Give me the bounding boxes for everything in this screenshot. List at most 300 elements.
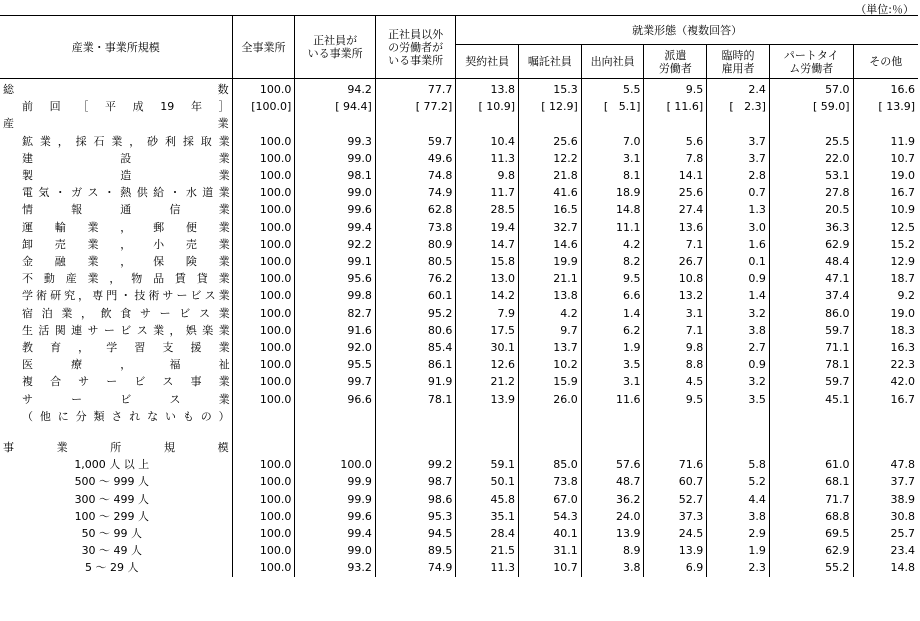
- cell-value: 4.2: [519, 305, 582, 322]
- cell-value: 78.1: [375, 391, 456, 408]
- header-form-line: その他: [869, 55, 903, 68]
- cell-value: [581, 425, 644, 439]
- cell-value: 100.0: [232, 287, 295, 304]
- cell-value: 80.6: [375, 322, 456, 339]
- row-industry: [0, 373, 918, 390]
- cell-value: [375, 425, 456, 439]
- cell-value: [456, 425, 519, 439]
- row-label: [0, 491, 232, 508]
- cell-value: [769, 115, 853, 132]
- row-label: [0, 473, 232, 490]
- header-form-line: 臨時的: [721, 48, 755, 62]
- row-service-note: [0, 408, 918, 425]
- row-label: [0, 408, 232, 425]
- cell-value: 13.8: [519, 287, 582, 304]
- cell-value: 5.6: [644, 133, 707, 150]
- cell-value: 22.3: [853, 356, 918, 373]
- cell-value: 98.7: [375, 473, 456, 490]
- cell-value: 2.4: [707, 79, 770, 99]
- cell-value: [853, 439, 918, 456]
- cell-value: 71.1: [769, 339, 853, 356]
- cell-value: 3.8: [707, 322, 770, 339]
- cell-value: 12.9: [853, 253, 918, 270]
- cell-value: 13.7: [519, 339, 582, 356]
- cell-value: 0.1: [707, 253, 770, 270]
- cell-value: [853, 408, 918, 425]
- row-label-text: 製造業: [22, 169, 230, 183]
- cell-value: 42.0: [853, 373, 918, 390]
- cell-value: 10.7: [853, 150, 918, 167]
- cell-value: [456, 439, 519, 456]
- row-label: [0, 167, 232, 184]
- cell-value: [519, 115, 582, 132]
- row-label: [0, 391, 232, 408]
- cell-value: [707, 115, 770, 132]
- row-gap: [0, 425, 918, 439]
- cell-value: 26.0: [519, 391, 582, 408]
- cell-value: [375, 115, 456, 132]
- cell-value: 100.0: [232, 253, 295, 270]
- header-regular-employees: [295, 16, 376, 79]
- cell-value: 100.0: [232, 508, 295, 525]
- cell-value: 3.1: [581, 150, 644, 167]
- cell-value: [ 59.0]: [769, 98, 853, 115]
- cell-value: 38.9: [853, 491, 918, 508]
- row-label: [0, 542, 232, 559]
- cell-value: 45.8: [456, 491, 519, 508]
- cell-value: [295, 408, 376, 425]
- row-label: [0, 150, 232, 167]
- cell-value: [644, 408, 707, 425]
- row-label-text: 情報通信業: [22, 203, 230, 217]
- cell-value: 19.0: [853, 305, 918, 322]
- cell-value: 47.8: [853, 456, 918, 473]
- row-industry: [0, 133, 918, 150]
- row-label-text: 生活関連サービス業，娯楽業: [22, 323, 230, 337]
- cell-value: [ 2.3]: [707, 98, 770, 115]
- cell-value: 12.2: [519, 150, 582, 167]
- row-label: [0, 79, 232, 99]
- cell-value: 13.9: [456, 391, 519, 408]
- cell-value: 57.6: [581, 456, 644, 473]
- header-form-2: [581, 45, 644, 79]
- row-label: [0, 236, 232, 253]
- cell-value: [ 77.2]: [375, 98, 456, 115]
- cell-value: [232, 425, 295, 439]
- cell-value: 26.7: [644, 253, 707, 270]
- row-label: [0, 456, 232, 473]
- cell-value: 85.0: [519, 456, 582, 473]
- cell-value: 5.8: [707, 456, 770, 473]
- cell-value: [519, 439, 582, 456]
- row-label-text: 不動産業，物品賃貸業: [22, 272, 230, 286]
- cell-value: 67.0: [519, 491, 582, 508]
- cell-value: 1.6: [707, 236, 770, 253]
- cell-value: 9.5: [644, 391, 707, 408]
- cell-value: [519, 425, 582, 439]
- cell-value: 96.6: [295, 391, 376, 408]
- cell-value: 19.0: [853, 167, 918, 184]
- cell-value: 61.0: [769, 456, 853, 473]
- cell-value: 100.0: [295, 456, 376, 473]
- cell-value: 16.6: [853, 79, 918, 99]
- cell-value: 82.7: [295, 305, 376, 322]
- cell-value: 9.5: [581, 270, 644, 287]
- cell-value: 100.0: [232, 322, 295, 339]
- cell-value: 9.8: [644, 339, 707, 356]
- header-nonregular-line: の労働者が: [388, 40, 444, 54]
- cell-value: 3.1: [581, 373, 644, 390]
- cell-value: [ 13.9]: [853, 98, 918, 115]
- cell-value: 4.2: [581, 236, 644, 253]
- cell-value: 95.2: [375, 305, 456, 322]
- row-label: [0, 305, 232, 322]
- cell-value: 27.8: [769, 184, 853, 201]
- row-label-text: 卸売業，小売業: [22, 237, 230, 251]
- cell-value: 52.7: [644, 491, 707, 508]
- cell-value: 3.7: [707, 150, 770, 167]
- row-industry: [0, 322, 918, 339]
- header-form-4: [707, 45, 770, 79]
- cell-value: 76.2: [375, 270, 456, 287]
- row-label: [0, 356, 232, 373]
- row-label: [0, 219, 232, 236]
- cell-value: 91.6: [295, 322, 376, 339]
- row-label-text: 宿泊業，飲食サービス業: [22, 306, 230, 320]
- cell-value: 1.9: [707, 542, 770, 559]
- header-form-6: [853, 45, 918, 79]
- cell-value: 62.8: [375, 201, 456, 218]
- row-industry: [0, 287, 918, 304]
- cell-value: 99.6: [295, 508, 376, 525]
- cell-value: 8.2: [581, 253, 644, 270]
- cell-value: 10.2: [519, 356, 582, 373]
- cell-value: 40.1: [519, 525, 582, 542]
- cell-value: 6.9: [644, 559, 707, 576]
- cell-value: 91.9: [375, 373, 456, 390]
- cell-value: 5.5: [581, 79, 644, 99]
- cell-value: 11.1: [581, 219, 644, 236]
- header-nonregular-line: いる事業所: [388, 53, 444, 67]
- cell-value: 100.0: [232, 542, 295, 559]
- cell-value: 98.1: [295, 167, 376, 184]
- row-label: [0, 287, 232, 304]
- row-label-text: 500 ～ 999 人: [74, 475, 150, 489]
- cell-value: 1.4: [581, 305, 644, 322]
- row-size: [0, 508, 918, 525]
- row-label-text: 1,000 人 以 上: [74, 458, 150, 472]
- cell-value: 14.6: [519, 236, 582, 253]
- row-label: [0, 559, 232, 576]
- cell-value: 17.5: [456, 322, 519, 339]
- row-label: [0, 322, 232, 339]
- cell-value: [853, 425, 918, 439]
- cell-value: 30.1: [456, 339, 519, 356]
- row-label: [0, 270, 232, 287]
- cell-value: 1.3: [707, 201, 770, 218]
- cell-value: 100.0: [232, 133, 295, 150]
- cell-value: [644, 439, 707, 456]
- row-total: [0, 79, 918, 99]
- cell-value: 25.6: [644, 184, 707, 201]
- cell-value: 9.8: [456, 167, 519, 184]
- cell-value: 15.8: [456, 253, 519, 270]
- cell-value: 14.8: [853, 559, 918, 576]
- cell-value: 100.0: [232, 491, 295, 508]
- cell-value: 11.7: [456, 184, 519, 201]
- row-size: [0, 473, 918, 490]
- cell-value: 77.7: [375, 79, 456, 99]
- cell-value: [ 12.9]: [519, 98, 582, 115]
- row-size: [0, 559, 918, 576]
- cell-value: 11.3: [456, 559, 519, 576]
- row-label-text: （他に分類されないもの）: [22, 409, 230, 423]
- cell-value: 23.4: [853, 542, 918, 559]
- cell-value: [232, 408, 295, 425]
- cell-value: 14.8: [581, 201, 644, 218]
- cell-value: 100.0: [232, 270, 295, 287]
- cell-value: 78.1: [769, 356, 853, 373]
- cell-value: 5.2: [707, 473, 770, 490]
- employment-form-table: [0, 15, 918, 577]
- cell-value: 3.5: [581, 356, 644, 373]
- cell-value: 25.7: [853, 525, 918, 542]
- row-industry: [0, 391, 918, 408]
- row-label-text: 教育，学習支援業: [22, 341, 230, 355]
- cell-value: 13.9: [581, 525, 644, 542]
- row-industry: [0, 339, 918, 356]
- header-regular-line: いる事業所: [307, 47, 363, 60]
- row-label-text: 鉱業，採石業，砂利採取業: [22, 134, 230, 148]
- cell-value: 59.7: [375, 133, 456, 150]
- row-label-text: 複合サービス事業: [22, 375, 230, 389]
- cell-value: 100.0: [232, 150, 295, 167]
- row-label: [0, 253, 232, 270]
- cell-value: 37.3: [644, 508, 707, 525]
- row-industry-section: [0, 115, 918, 132]
- cell-value: 8.9: [581, 542, 644, 559]
- cell-value: 85.4: [375, 339, 456, 356]
- cell-value: 13.9: [644, 542, 707, 559]
- cell-value: 3.0: [707, 219, 770, 236]
- header-nonregular-line: 正社員以外: [388, 27, 444, 41]
- header-form-line: 労働者: [658, 61, 692, 75]
- cell-value: 62.9: [769, 236, 853, 253]
- row-size: [0, 456, 918, 473]
- cell-value: 95.6: [295, 270, 376, 287]
- header-regular-line: 正社員が: [313, 34, 358, 47]
- cell-value: [ 94.4]: [295, 98, 376, 115]
- cell-value: 9.2: [853, 287, 918, 304]
- cell-value: 12.6: [456, 356, 519, 373]
- cell-value: 99.9: [295, 473, 376, 490]
- cell-value: 54.3: [519, 508, 582, 525]
- header-form-line: 派遣: [664, 48, 687, 62]
- header-form-line: 雇用者: [721, 61, 755, 75]
- row-label: [0, 98, 232, 115]
- cell-value: 8.8: [644, 356, 707, 373]
- cell-value: 60.7: [644, 473, 707, 490]
- cell-value: 19.4: [456, 219, 519, 236]
- cell-value: 99.1: [295, 253, 376, 270]
- row-label-text: 建設業: [22, 151, 230, 165]
- cell-value: 99.0: [295, 542, 376, 559]
- cell-value: 24.0: [581, 508, 644, 525]
- cell-value: 74.9: [375, 559, 456, 576]
- cell-value: 99.8: [295, 287, 376, 304]
- cell-value: 31.1: [519, 542, 582, 559]
- cell-value: [295, 439, 376, 456]
- cell-value: [ 11.6]: [644, 98, 707, 115]
- cell-value: 11.3: [456, 150, 519, 167]
- cell-value: 47.1: [769, 270, 853, 287]
- cell-value: 3.2: [707, 305, 770, 322]
- cell-value: [ 5.1]: [581, 98, 644, 115]
- cell-value: 4.4: [707, 491, 770, 508]
- cell-value: [581, 115, 644, 132]
- cell-value: 14.2: [456, 287, 519, 304]
- header-form-line: 出向社員: [590, 55, 635, 68]
- cell-value: 10.4: [456, 133, 519, 150]
- cell-value: 24.5: [644, 525, 707, 542]
- cell-value: 100.0: [232, 79, 295, 99]
- cell-value: 1.4: [707, 287, 770, 304]
- cell-value: 99.0: [295, 184, 376, 201]
- row-label-text: 100 ～ 299 人: [74, 509, 150, 523]
- cell-value: 92.0: [295, 339, 376, 356]
- cell-value: 7.1: [644, 322, 707, 339]
- row-label: [0, 133, 232, 150]
- header-nonregular-workers: [375, 16, 456, 79]
- cell-value: 1.9: [581, 339, 644, 356]
- row-label: [0, 115, 232, 132]
- cell-value: 99.2: [375, 456, 456, 473]
- row-previous: [0, 98, 918, 115]
- header-form-5: [769, 45, 853, 79]
- cell-value: 7.0: [581, 133, 644, 150]
- cell-value: 100.0: [232, 305, 295, 322]
- cell-value: 59.7: [769, 373, 853, 390]
- cell-value: 3.7: [707, 133, 770, 150]
- cell-value: [295, 425, 376, 439]
- cell-value: 0.7: [707, 184, 770, 201]
- cell-value: 15.3: [519, 79, 582, 99]
- row-label-text: 金融業，保険業: [22, 255, 230, 269]
- cell-value: 16.7: [853, 184, 918, 201]
- cell-value: 18.3: [853, 322, 918, 339]
- cell-value: 19.9: [519, 253, 582, 270]
- cell-value: 21.2: [456, 373, 519, 390]
- cell-value: 11.9: [853, 133, 918, 150]
- cell-value: 21.5: [456, 542, 519, 559]
- row-label-text: 300 ～ 499 人: [74, 492, 150, 506]
- cell-value: 8.1: [581, 167, 644, 184]
- cell-value: [456, 115, 519, 132]
- cell-value: 95.3: [375, 508, 456, 525]
- cell-value: 28.5: [456, 201, 519, 218]
- row-industry: [0, 270, 918, 287]
- header-form-3: [644, 45, 707, 79]
- cell-value: 92.2: [295, 236, 376, 253]
- cell-value: 100.0: [232, 473, 295, 490]
- cell-value: [644, 425, 707, 439]
- header-form-line: 嘱託社員: [527, 55, 572, 68]
- cell-value: 100.0: [232, 167, 295, 184]
- cell-value: 20.5: [769, 201, 853, 218]
- cell-value: [581, 439, 644, 456]
- cell-value: 14.7: [456, 236, 519, 253]
- row-label-text: 事業所規模: [3, 441, 229, 455]
- cell-value: 10.7: [519, 559, 582, 576]
- cell-value: 100.0: [232, 184, 295, 201]
- cell-value: 100.0: [232, 391, 295, 408]
- cell-value: 53.1: [769, 167, 853, 184]
- cell-value: [519, 408, 582, 425]
- row-label-text: 運輸業，郵便業: [22, 220, 230, 234]
- header-employment-forms: 就業形態（複数回答）: [456, 16, 918, 45]
- cell-value: 86.0: [769, 305, 853, 322]
- row-label: [0, 184, 232, 201]
- cell-value: [375, 439, 456, 456]
- cell-value: 13.2: [644, 287, 707, 304]
- header-form-line: ム労働者: [789, 61, 834, 75]
- cell-value: 73.8: [519, 473, 582, 490]
- cell-value: 32.7: [519, 219, 582, 236]
- cell-value: 6.2: [581, 322, 644, 339]
- cell-value: 74.9: [375, 184, 456, 201]
- cell-value: [232, 115, 295, 132]
- cell-value: 41.6: [519, 184, 582, 201]
- cell-value: 25.5: [769, 133, 853, 150]
- cell-value: 68.8: [769, 508, 853, 525]
- row-label-text: 産業: [3, 117, 229, 131]
- header-all-establishments: 全事業所: [232, 16, 295, 79]
- cell-value: [375, 408, 456, 425]
- cell-value: 100.0: [232, 339, 295, 356]
- cell-value: 3.8: [581, 559, 644, 576]
- cell-value: 59.7: [769, 322, 853, 339]
- cell-value: 21.1: [519, 270, 582, 287]
- cell-value: 36.3: [769, 219, 853, 236]
- row-label-text: サービス業: [22, 392, 230, 406]
- unit-note: （単位:％）: [855, 3, 914, 16]
- cell-value: 14.1: [644, 167, 707, 184]
- cell-value: 68.1: [769, 473, 853, 490]
- row-label: [0, 425, 232, 439]
- cell-value: 15.9: [519, 373, 582, 390]
- cell-value: [232, 439, 295, 456]
- row-industry: [0, 167, 918, 184]
- cell-value: 37.7: [853, 473, 918, 490]
- header-form-line: 契約社員: [465, 55, 510, 68]
- cell-value: [707, 439, 770, 456]
- cell-value: 11.6: [581, 391, 644, 408]
- cell-value: 18.9: [581, 184, 644, 201]
- cell-value: 0.9: [707, 356, 770, 373]
- cell-value: 30.8: [853, 508, 918, 525]
- cell-value: 45.1: [769, 391, 853, 408]
- cell-value: 99.0: [295, 150, 376, 167]
- row-label-text: 学術研究，専門・技術サービス業: [22, 289, 230, 303]
- cell-value: [644, 115, 707, 132]
- row-label: [0, 525, 232, 542]
- cell-value: 2.9: [707, 525, 770, 542]
- cell-value: 7.8: [644, 150, 707, 167]
- cell-value: 98.6: [375, 491, 456, 508]
- cell-value: 13.8: [456, 79, 519, 99]
- cell-value: 4.5: [644, 373, 707, 390]
- row-size: [0, 525, 918, 542]
